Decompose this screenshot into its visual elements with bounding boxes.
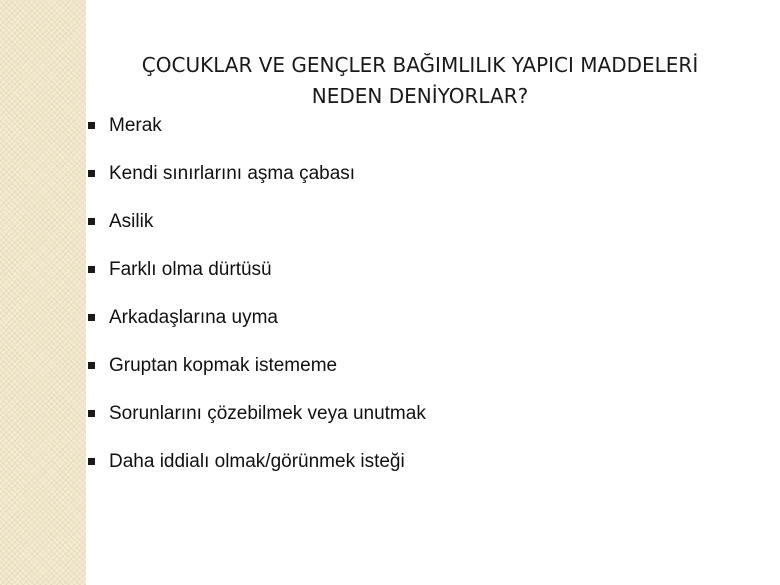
bullet-item [88,254,426,302]
bullet-text: Gruptan kopmak istememe [109,355,338,376]
square-bullet-icon [88,266,95,273]
bullet-item [88,302,426,350]
decorative-side-band [0,0,86,585]
square-bullet-icon [88,458,95,465]
bullet-text: Farklı olma dürtüsü [109,259,272,280]
bullet-item [88,398,426,446]
bullet-list [88,110,426,494]
bullet-item [88,158,426,206]
bullet-text: Sorunlarını çözebilmek veya unutmak [109,403,426,424]
bullet-item [88,110,426,158]
slide-title [100,50,740,112]
bullet-text: Arkadaşlarına uyma [109,307,278,328]
square-bullet-icon [88,362,95,369]
bullet-text: Asilik [109,211,154,232]
square-bullet-icon [88,218,95,225]
bullet-item [88,206,426,254]
bullet-text: Kendi sınırlarını aşma çabası [109,163,356,184]
bullet-text: Daha iddialı olmak/görünmek isteği [109,451,405,472]
bullet-text: Merak [109,115,162,136]
square-bullet-icon [88,122,95,129]
bullet-item [88,350,426,398]
square-bullet-icon [88,410,95,417]
slide-title-line-1: ÇOCUKLAR VE GENÇLER BAĞIMLILIK YAPICI MADDELERİ [141,53,699,77]
slide-title-line-2: NEDEN DENİYORLAR? [311,84,529,108]
square-bullet-icon [88,314,95,321]
square-bullet-icon [88,170,95,177]
bullet-item [88,446,426,494]
